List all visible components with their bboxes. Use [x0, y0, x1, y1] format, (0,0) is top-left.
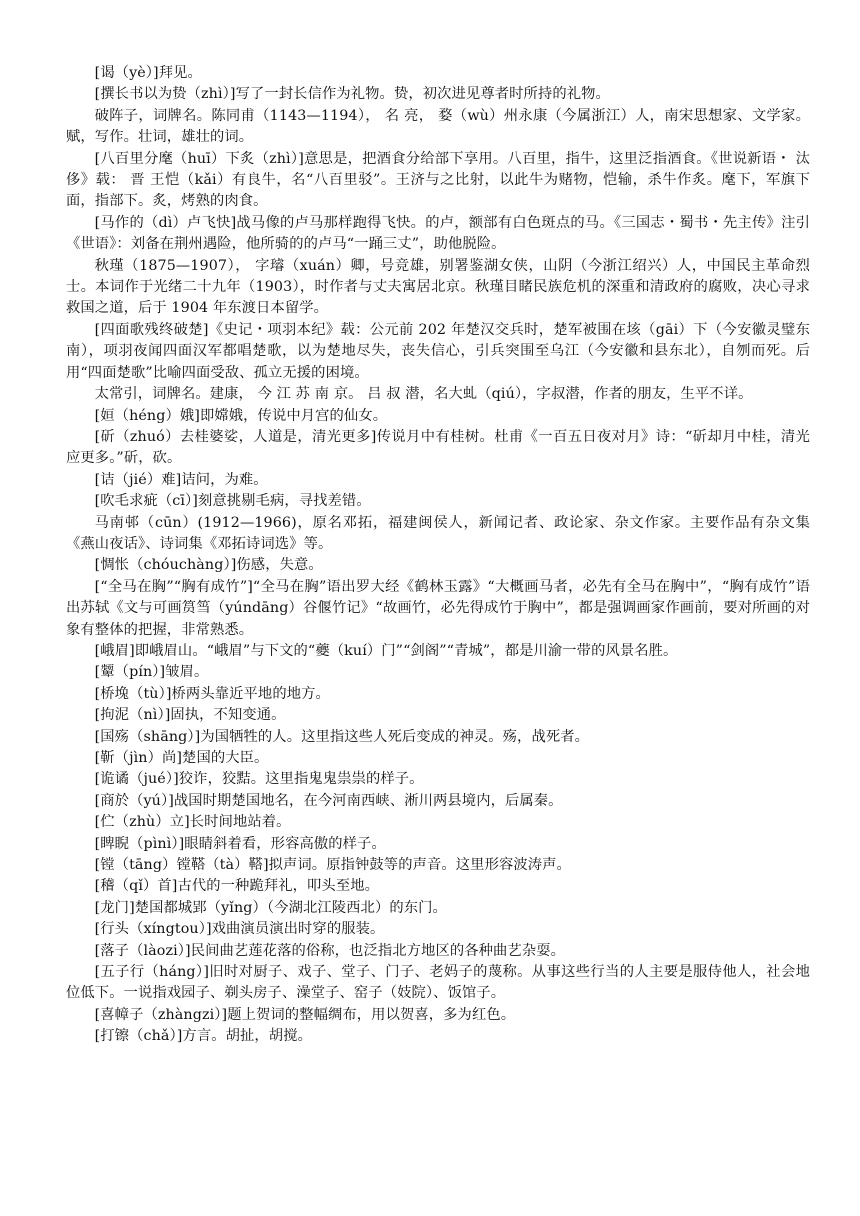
annotation-page	[66, 63, 810, 1048]
annotation-paragraph: [打镲（chǎ）]方言。胡扯，胡搅。	[94, 1028, 312, 1045]
annotation-paragraph: [喜幛子（zhàngzi）]题上贺词的整幅绸布，用以贺喜，多为红色。	[94, 1006, 516, 1023]
annotation-paragraph: [四面歌残终破楚]《史记・项羽本纪》载：公元前 202 年楚汉交兵时，楚军被围在垓（gāi）下（今安徽灵璧东南），项羽夜闻四面汉军都唱楚歌，以为楚地尽失，丧失信心，引兵突围至乌江（今安徽和县东北），自刎而死。后用“四面楚歌”比喻四面受敌、孤立无援的困境。	[66, 321, 810, 381]
annotation-paragraph: [峨眉]即峨眉山。“峨眉”与下文的“夔（kuí）门”“剑阁”“青城”，都是川渝一带的风景名胜。	[94, 642, 678, 659]
annotation-paragraph: 太常引，词牌名。建康， 今 江 苏 南 京。 吕 叔 潜，名大虬（qiú），字叔潜，作者的朋友，生平不详。	[94, 386, 753, 403]
annotation-paragraph: [龙门]楚国都城郢（yǐng）（今湖北江陵西北）的东门。	[94, 899, 447, 916]
annotation-paragraph: [行头（xíngtou）]戏曲演员演出时穿的服装。	[94, 921, 385, 938]
annotation-paragraph: [马作的（dì）卢飞快]战马像的卢马那样跑得飞快。的卢，额部有白色斑点的马。《三国志・蜀书・先主传》注引《世语》：刘备在荆州遇险，他所骑的的卢马“一踊三丈”，助他脱险。	[66, 214, 810, 253]
annotation-paragraph: [“全马在胸”“胸有成竹”]“全马在胸”语出罗大经《鹤林玉露》“大概画马者，必先有全马在胸中”，“胸有成竹”语出苏轼《文与可画筼筜（yúndāng）谷偃竹记》“故画竹，必先得成竹于胸中”，都是强调画家作画前，要对所画的对象有整体的把握，非常熟悉。	[66, 578, 810, 638]
annotation-paragraph: [颦（pín）]皱眉。	[94, 664, 209, 681]
annotation-paragraph: [撰长书以为贽（zhì）]写了一封长信作为礼物。贽，初次进见尊者时所持的礼物。	[94, 86, 610, 103]
annotation-paragraph: [靳（jìn）尚]楚国的大臣。	[94, 750, 269, 766]
annotation-paragraph: [姮（héng）娥]即嫦娥，传说中月宫的仙女。	[94, 407, 388, 424]
annotation-paragraph: [落子（làozi）]民间曲艺莲花落的俗称，也泛指北方地区的各种曲艺杂耍。	[94, 942, 566, 959]
annotation-paragraph: [惆怅（chóuchàng）]伤感，失意。	[94, 557, 323, 574]
annotation-paragraph: [吹毛求疵（cī）]刻意挑剔毛病，寻找差错。	[94, 493, 371, 510]
annotation-paragraph: [五子行（háng）]旧时对厨子、戏子、堂子、门子、老妈子的蔑称。从事这些行当的人主要是服侍他人，社会地位低下。一说指戏园子、剃头房子、澡堂子、窑子（妓院）、饭馆子。	[66, 964, 810, 1002]
annotation-paragraph: [桥堍（tù）]桥两头靠近平地的地方。	[94, 685, 330, 702]
annotation-paragraph: [谒（yè）]拜见。	[94, 65, 202, 81]
annotation-paragraph: 秋瑾（1875—1907）， 字璿（xuán）卿，号竞雄，别署鉴湖女侠，山阴（今浙江绍兴）人，中国民主革命烈士。本词作于光绪二十九年（1903），时作者与丈夫寓居北京。秋瑾目睹民族危机的深重和清政府的腐败，决心寻求救国之道，后于 1904 年东渡日本留学。	[66, 257, 810, 317]
annotation-paragraph: [八百里分麾（huī）下炙（zhì）]意思是，把酒食分给部下享用。八百里，指牛，这里泛指酒食。《世说新语・ 汰侈》载： 晋 王恺（kǎi）有良牛，名“八百里驳”。王济与之比射，以此牛为赌物，恺输，杀牛作炙。麾下，军旗下面，指部下。炙，烤熟的肉食。	[66, 150, 810, 210]
annotation-paragraph: [诘（jié）难]诘问，为难。	[94, 471, 268, 488]
annotation-paragraph: [国殇（shāng）]为国牺牲的人。这里指这些人死后变成的神灵。殇，战死者。	[94, 728, 590, 745]
annotation-paragraph: [稽（qǐ）首]古代的一种跪拜礼，叩头至地。	[94, 878, 380, 895]
annotation-paragraph: 马南邨（cūn）(1912—1966)，原名邓拓，福建闽侯人，新闻记者、政论家、杂文作家。主要作品有杂文集《燕山夜话》、诗词集《邓拓诗词选》等。	[66, 514, 810, 552]
annotation-paragraph: [诡谲（jué）]狡诈，狡黠。这里指鬼鬼祟祟的样子。	[94, 771, 424, 788]
annotation-paragraph: [镗（tāng）镗鞳（tà）鞳]拟声词。原指钟鼓等的声音。这里形容波涛声。	[94, 857, 571, 874]
annotation-paragraph: [斫（zhuó）去桂婆娑，人道是，清光更多]传说月中有桂树。杜甫《一百五日夜对月》诗：“斫却月中桂，清光应更多。”斫，砍。	[66, 428, 810, 467]
annotation-paragraph: [伫（zhù）立]长时间地站着。	[94, 814, 291, 831]
annotation-paragraph: [睥睨（pìnì）]眼睛斜着看，形容高傲的样子。	[94, 835, 386, 852]
annotation-paragraph: 破阵子，词牌名。陈同甫（1143—1194）， 名 亮， 婺（wù）州永康（今属浙江）人，南宋思想家、文学家。赋，写作。壮词，雄壮的词。	[66, 107, 810, 146]
annotation-paragraph: [拘泥（nì）]固执，不知变通。	[94, 707, 286, 724]
annotation-paragraph: [商於（yú）]战国时期楚国地名，在今河南西峡、淅川两县境内，后属秦。	[94, 792, 563, 809]
